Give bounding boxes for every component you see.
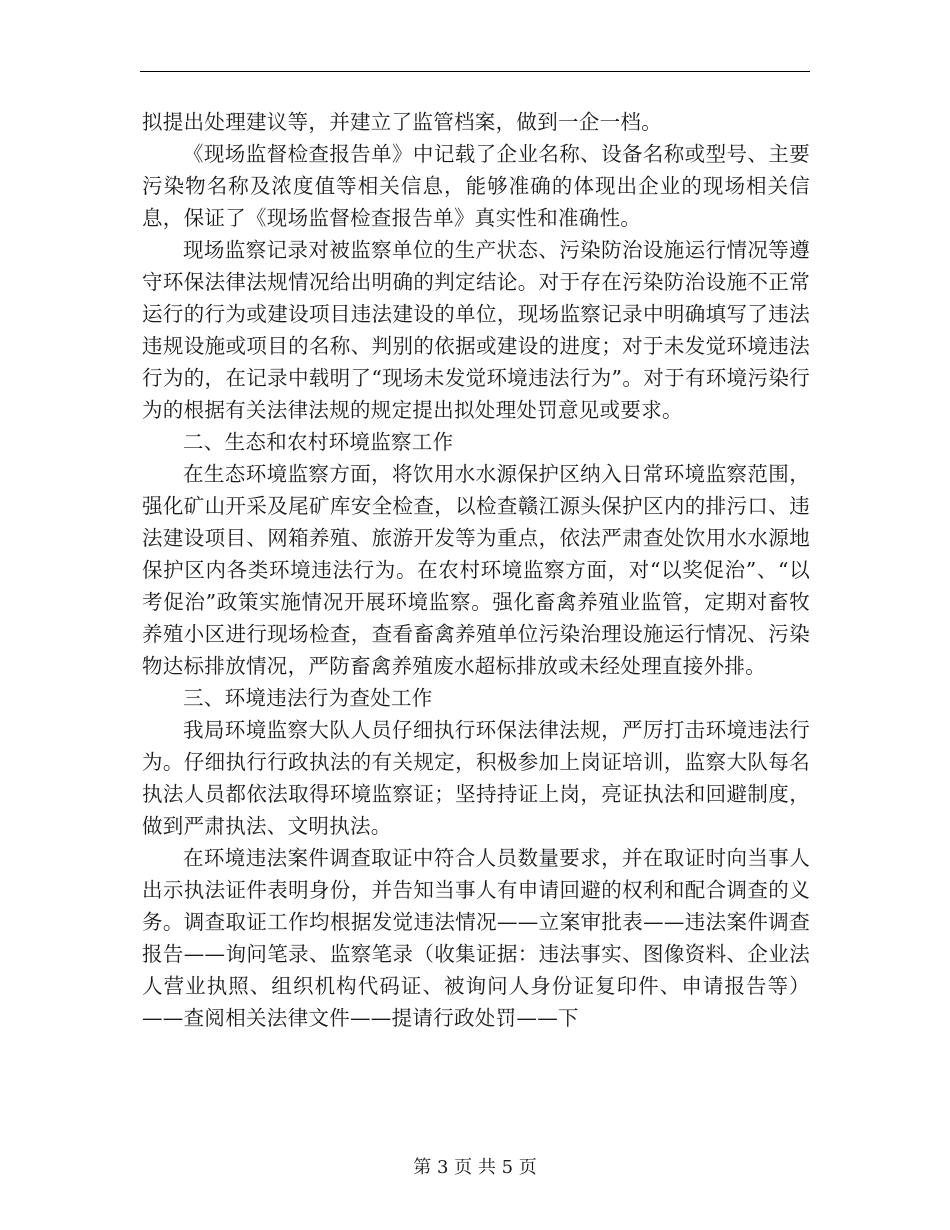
paragraph-ecology: 在生态环境监察方面，将饮用水水源保护区纳入日常环境监察范围，强化矿山开采及尾矿库安全检查，以检查赣江源头保护区内的排污口、违法建设项目、网箱养殖、旅游开发等为重点，依法严肃查处饮用水水源地保护区内各类环境违法行为。在农村环境监察方面，对“以奖促治”、“以考促治”政策实施情况开展环境监察。强化畜禽养殖业监管，定期对畜牧养殖小区进行现场检查，查看畜禽养殖单位污染治理设施运行情况、污染物达标排放情况，严防畜禽养殖废水超标排放或未经处理直接外排。 xyxy=(142,462,810,678)
paragraph-site-record: 现场监察记录对被监察单位的生产状态、污染防治设施运行情况等遵守环保法律法规情况给出明确的判定结论。对于存在污染防治设施不正常运行的行为或建设项目违法建设的单位，现场监察记录中明确填写了违法违规设施或项目的名称、判别的依据或建设的进度；对于未发觉环境违法行为的，在记录中载明了“现场未发觉环境违法行为”。对于有环境污染行为的根据有关法律法规的规定提出拟处理处罚意见或要求。 xyxy=(142,238,810,422)
document-body xyxy=(142,106,810,1034)
paragraph-enforcement: 我局环境监察大队人员仔细执行环保法律法规，严厉打击环境违法行为。仔细执行行政执法的有关规定，积极参加上岗证培训，监察大队每名执法人员都依法取得环境监察证；坚持持证上岗，亮证执法和回避制度，做到严肃执法、文明执法。 xyxy=(142,718,810,838)
header-rule xyxy=(140,71,810,72)
paragraph-report-form: 《现场监督检查报告单》中记载了企业名称、设备名称或型号、主要污染物名称及浓度值等相关信息，能够准确的体现出企业的现场相关信息，保证了《现场监督检查报告单》真实性和准确性。 xyxy=(142,142,810,230)
section-heading-ecology: 二、生态和农村环境监察工作 xyxy=(183,430,454,454)
paragraph-investigation: 在环境违法案件调查取证中符合人员数量要求，并在取证时向当事人出示执法证件表明身份，并告知当事人有申请回避的权利和配合调查的义务。调查取证工作均根据发觉违法情况——立案审批表——违法案件调查报告——询问笔录、监察笔录（收集证据：违法事实、图像资料、企业法人营业执照、组织机构代码证、被询问人身份证复印件、申请报告等）——查阅相关法律文件——提请行政处罚——下 xyxy=(142,846,810,1030)
page-number: 第 3 页 共 5 页 xyxy=(413,1157,537,1178)
section-heading-enforcement: 三、环境违法行为查处工作 xyxy=(183,686,433,710)
paragraph-continuation: 拟提出处理建议等，并建立了监管档案，做到一企一档。 xyxy=(142,110,662,134)
